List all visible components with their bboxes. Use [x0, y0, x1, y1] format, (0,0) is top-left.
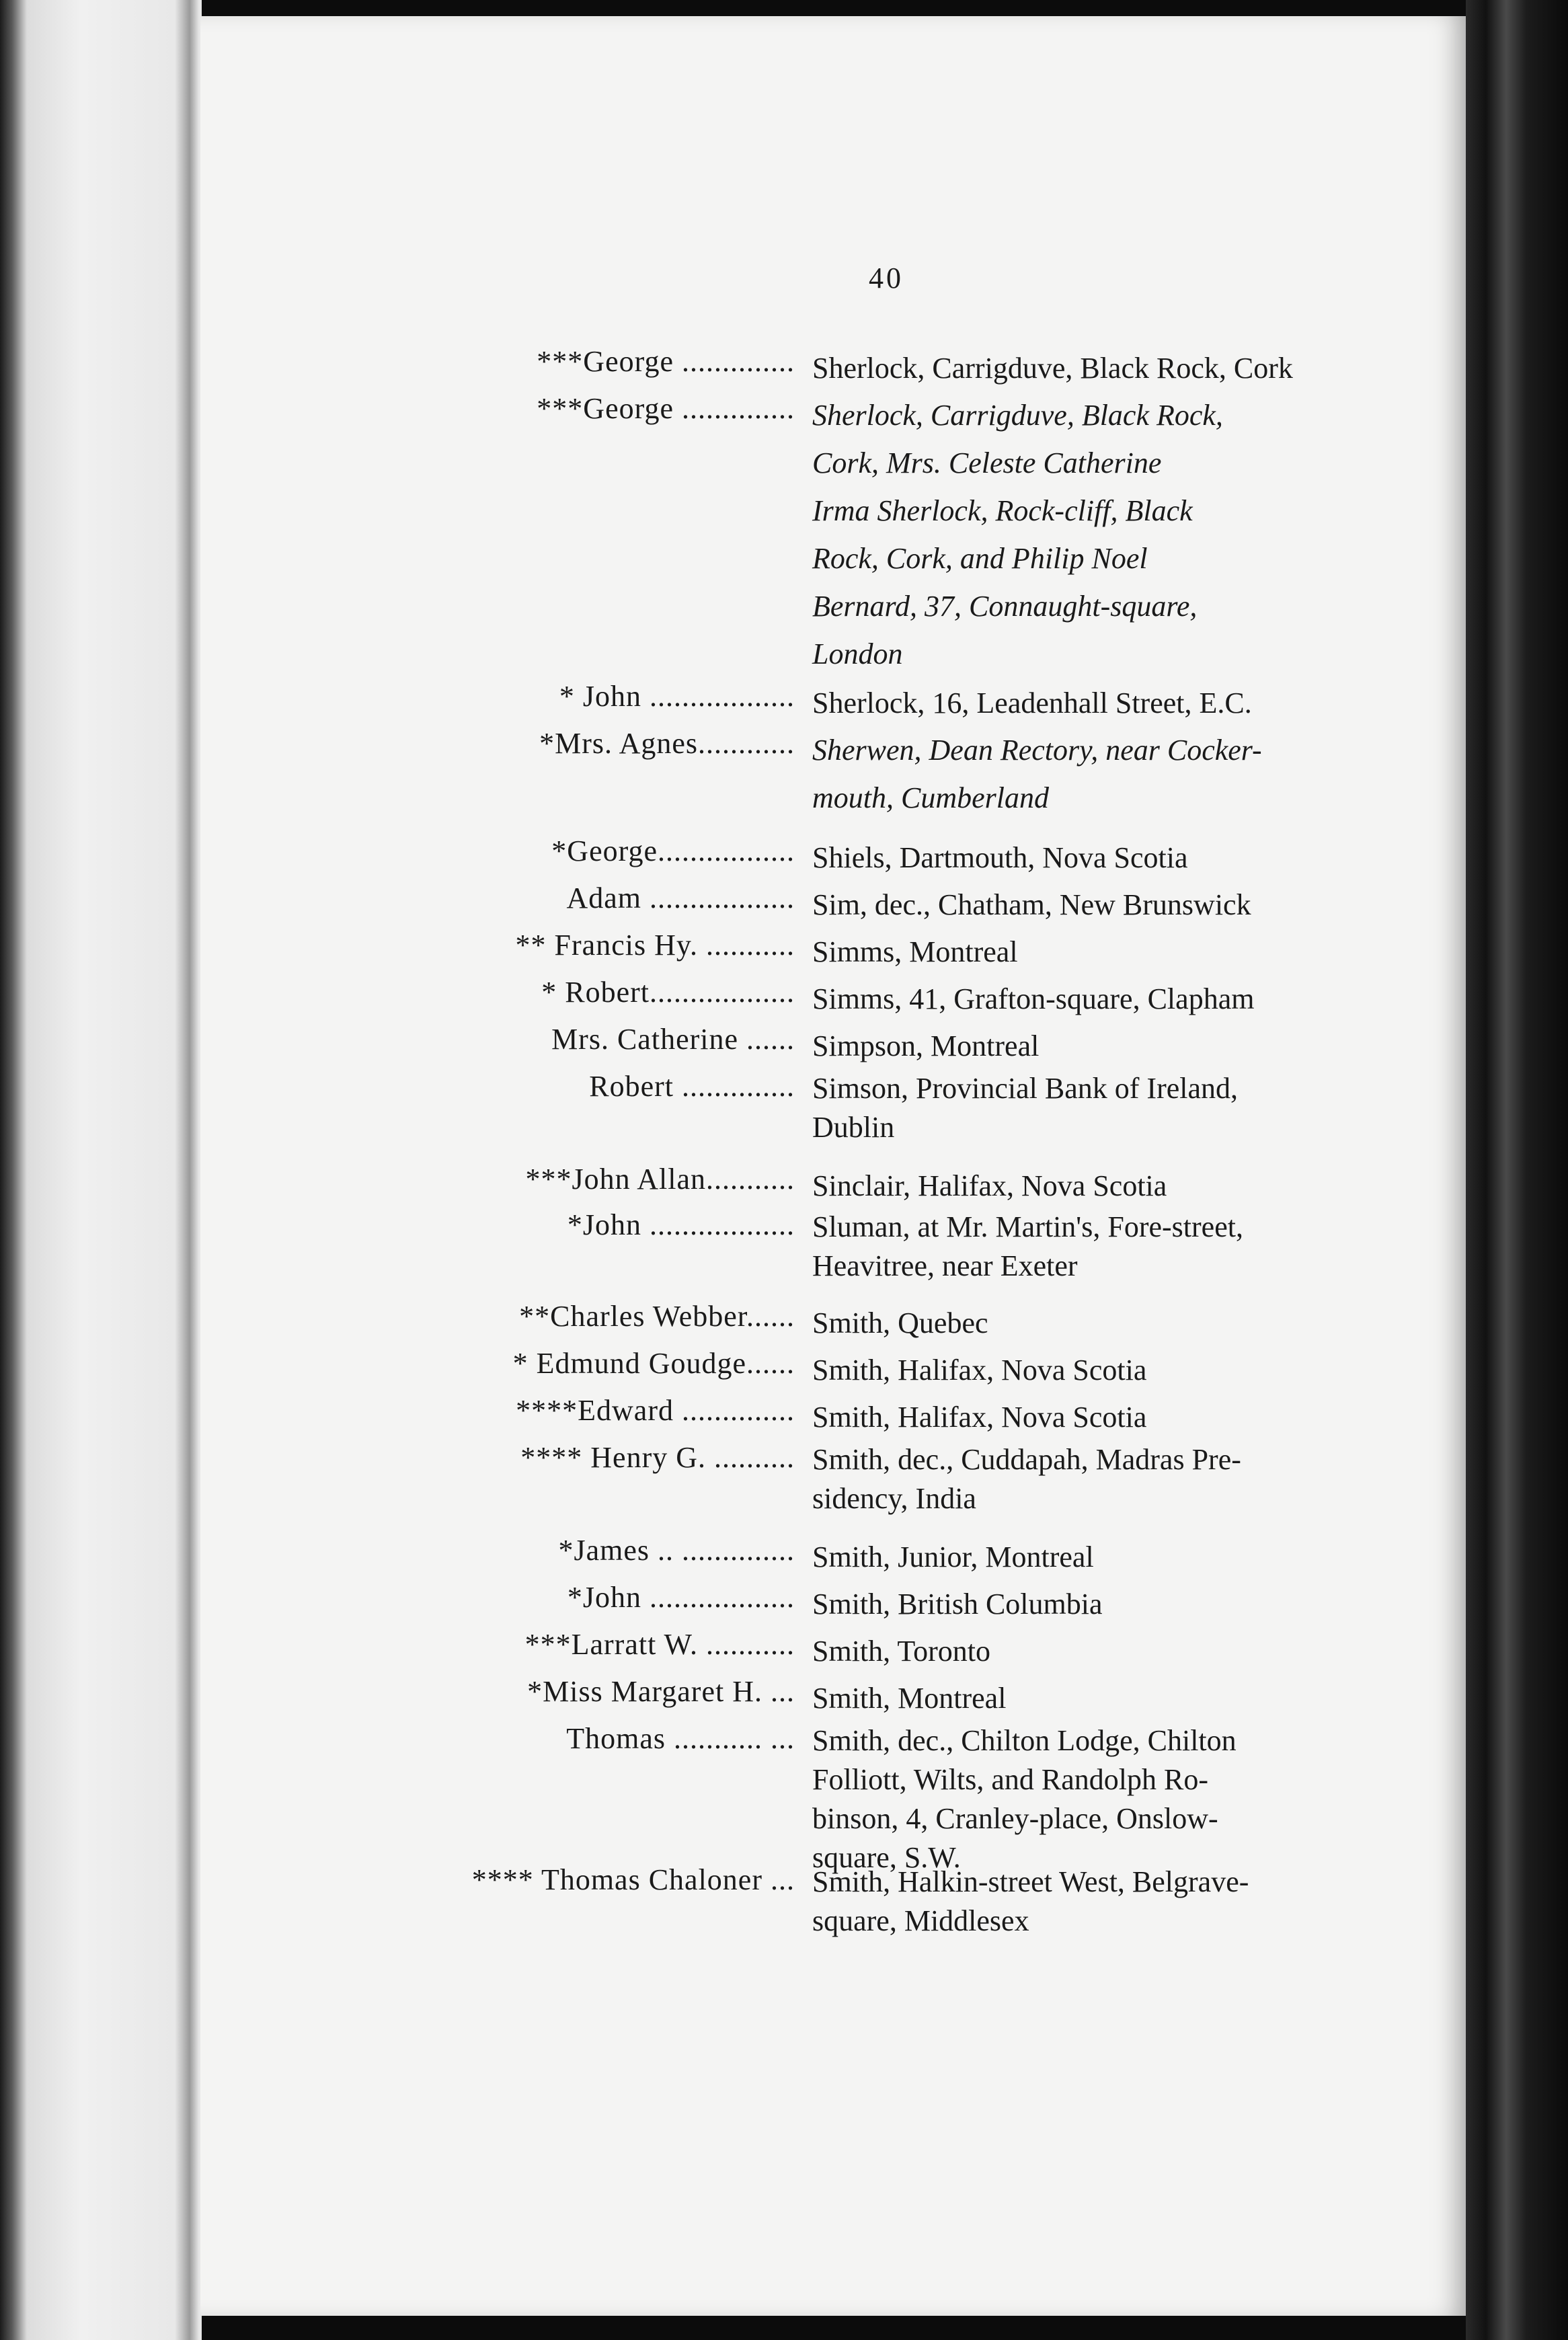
- list-entry: [0, 1721, 1568, 1874]
- given-names: *George.................: [551, 834, 795, 867]
- given-names: ***George ..............: [537, 392, 795, 425]
- surname-address: Smith, Halkin-street West, Belgrave- square, Middlesex: [812, 1865, 1249, 1937]
- list-entry: [0, 391, 1568, 670]
- surname-address: Sherlock, Carrigduve, Black Rock, Cork: [812, 352, 1293, 385]
- list-entry: [0, 928, 1568, 968]
- list-entry: [0, 1069, 1568, 1144]
- given-names: * John ..................: [559, 680, 795, 713]
- surname-address: Simms, Montreal: [812, 935, 1018, 968]
- surname-address: Smith, Halifax, Nova Scotia: [812, 1354, 1147, 1387]
- list-entry: [0, 1208, 1568, 1282]
- given-names: *Miss Margaret H. ...: [527, 1675, 795, 1708]
- list-entry: [0, 1863, 1568, 1937]
- surname-address: Smith, Montreal: [812, 1682, 1007, 1715]
- list-entry: [0, 881, 1568, 921]
- surname-address: Shiels, Dartmouth, Nova Scotia: [812, 841, 1188, 874]
- list-entry: [0, 1440, 1568, 1515]
- surname-address: Sinclair, Halifax, Nova Scotia: [812, 1169, 1167, 1202]
- list-entry: [0, 1299, 1568, 1339]
- surname-address: Simpson, Montreal: [812, 1029, 1040, 1062]
- given-names: *James .. ..............: [558, 1534, 795, 1567]
- list-entry: [0, 834, 1568, 874]
- list-entry: [0, 344, 1568, 385]
- given-names: ** Francis Hy. ...........: [515, 929, 795, 962]
- list-entry: [0, 1393, 1568, 1434]
- given-names: * Edmund Goudge......: [512, 1347, 795, 1380]
- given-names: Adam ..................: [566, 882, 795, 914]
- given-names: *John ..................: [567, 1208, 795, 1241]
- surname-address: Sim, dec., Chatham, New Brunswick: [812, 888, 1251, 921]
- given-names: ***John Allan...........: [525, 1163, 795, 1196]
- list-entry: [0, 1533, 1568, 1573]
- list-entry: [0, 679, 1568, 719]
- surname-address: Smith, Halifax, Nova Scotia: [812, 1401, 1147, 1434]
- page-number: 40: [869, 262, 904, 295]
- surname-address: Smith, Quebec: [812, 1306, 988, 1339]
- given-names: Robert ..............: [589, 1070, 795, 1103]
- given-names: **** Henry G. ..........: [520, 1441, 795, 1474]
- surname-address: Sherwen, Dean Rectory, near Cocker- mouth, Cumberland: [812, 734, 1262, 814]
- list-entry: [0, 726, 1568, 814]
- list-entry: [0, 1022, 1568, 1062]
- given-names: **Charles Webber......: [519, 1300, 795, 1333]
- given-names: ***George ..............: [537, 345, 795, 378]
- list-entry: [0, 1674, 1568, 1715]
- list-entry: [0, 1162, 1568, 1202]
- surname-address: Smith, dec., Chilton Lodge, Chilton Folliott, Wilts, and Randolph Ro- binson, 4, Cranley-place, Onslow- square, S.W.: [812, 1724, 1237, 1874]
- surname-address: Smith, dec., Cuddapah, Madras Pre- sidency, India: [812, 1443, 1241, 1515]
- given-names: ***Larratt W. ...........: [524, 1628, 795, 1661]
- surname-address: Simson, Provincial Bank of Ireland, Dublin: [812, 1072, 1239, 1144]
- given-names: Thomas ........... ...: [566, 1722, 795, 1755]
- given-names: *Mrs. Agnes............: [539, 727, 795, 760]
- given-names: * Robert..................: [541, 976, 795, 1009]
- surname-address: Smith, Toronto: [812, 1635, 991, 1668]
- given-names: **** Thomas Chaloner ...: [471, 1863, 795, 1896]
- list-entry: [0, 1580, 1568, 1621]
- list-entry: [0, 975, 1568, 1015]
- surname-address: Sluman, at Mr. Martin's, Fore-street, Heavitree, near Exeter: [812, 1210, 1243, 1282]
- list-entry: [0, 1346, 1568, 1387]
- list-entry: [0, 1627, 1568, 1668]
- surname-address: Smith, British Columbia: [812, 1588, 1103, 1621]
- surname-address: Smith, Junior, Montreal: [812, 1540, 1094, 1573]
- given-names: Mrs. Catherine ......: [551, 1023, 795, 1056]
- surname-address: Sherlock, Carrigduve, Black Rock, Cork, Mrs. Celeste Catherine Irma Sherlock, Rock-cliff, Black Rock, Cork, and Philip Noel Bernard, 37, Connaught-square, London: [812, 399, 1223, 670]
- surname-address: Simms, 41, Grafton-square, Clapham: [812, 982, 1255, 1015]
- surname-address: Sherlock, 16, Leadenhall Street, E.C.: [812, 687, 1252, 719]
- given-names: *John ..................: [567, 1581, 795, 1614]
- given-names: ****Edward ..............: [516, 1394, 795, 1427]
